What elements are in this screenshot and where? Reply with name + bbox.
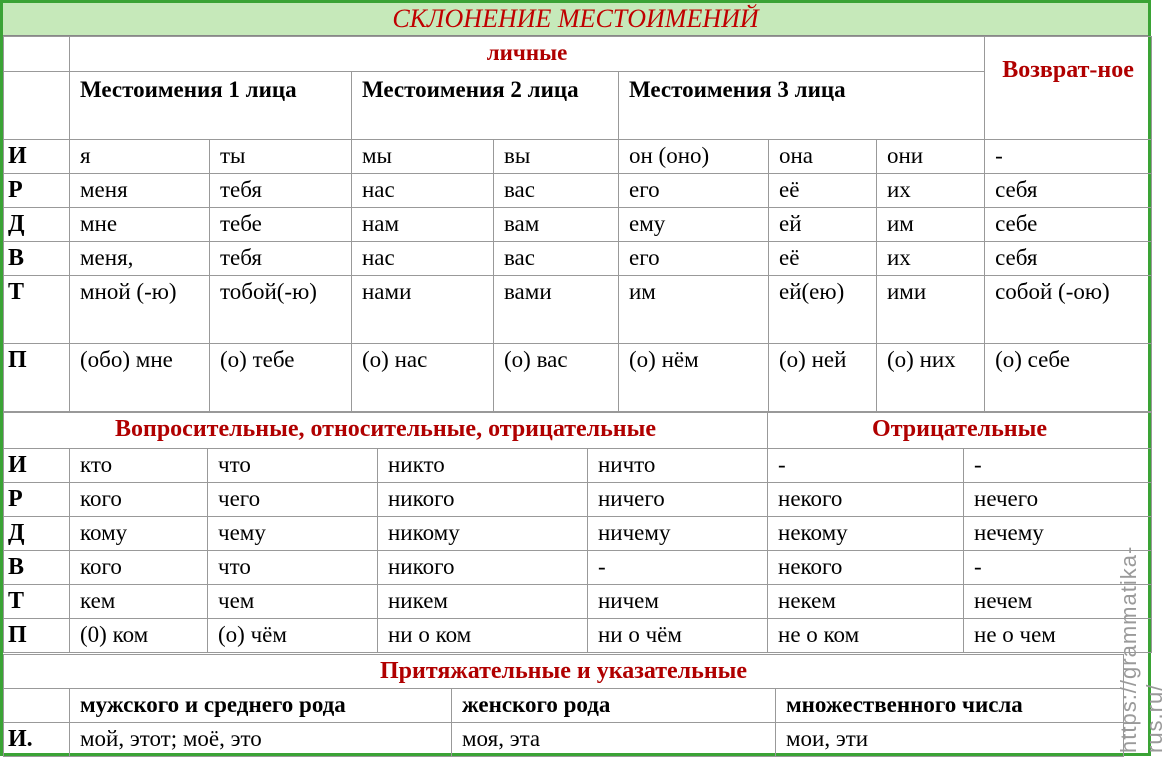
table-cell: никому [378,517,588,551]
table-row [4,174,1152,208]
table-cell: - [768,449,964,483]
table-cell: кто [70,449,208,483]
table-cell: ничему [588,517,768,551]
table-cell: ему [619,208,769,242]
table-row [4,551,1152,585]
table-cell: не о ком [768,619,964,653]
page-title: СКЛОНЕНИЕ МЕСТОИМЕНИЙ [3,3,1148,36]
table-cell: некого [768,551,964,585]
table-cell: чем [208,585,378,619]
table-cell: вам [494,208,619,242]
table-cell: нечем [964,585,1152,619]
masculine-neuter-header: мужского и среднего рода [70,689,452,723]
table-cell: нами [352,276,494,344]
case-label: Р [4,174,70,208]
table-row [4,483,1152,517]
table-cell: нас [352,242,494,276]
interrogative-pronouns-table [3,412,1152,653]
table-cell: нечего [964,483,1152,517]
table-cell: - [964,551,1152,585]
case-label: Т [4,276,70,344]
watermark-url: https://grammatika-rus.ru/ [1116,545,1167,753]
negative-header: Отрицательные [768,413,1152,449]
table-cell: себя [985,242,1152,276]
table-cell: мои, эти [776,723,1124,757]
table-cell: кого [70,483,208,517]
table-cell: нечему [964,517,1152,551]
table-cell: ни о ком [378,619,588,653]
table-cell: - [964,449,1152,483]
table-cell: (о) ней [769,344,877,412]
table-cell: (о) себе [985,344,1152,412]
table-cell: они [877,140,985,174]
table-cell: тобой(-ю) [210,276,352,344]
table-cell: себе [985,208,1152,242]
table-cell: тебе [210,208,352,242]
table-cell: некого [768,483,964,517]
table-cell: (0) ком [70,619,208,653]
table-cell: ими [877,276,985,344]
table-cell: вас [494,242,619,276]
case-label: В [4,242,70,276]
case-label: Д [4,517,70,551]
table-cell: (обо) мне [70,344,210,412]
table-cell: я [70,140,210,174]
table-row [4,449,1152,483]
personal-header: личные [70,37,985,72]
table-cell: их [877,174,985,208]
table-cell: (о) вас [494,344,619,412]
table-cell: вы [494,140,619,174]
table-cell: кому [70,517,208,551]
table-cell: чему [208,517,378,551]
possessive-pronouns-table [3,654,1124,757]
feminine-header: женского рода [452,689,776,723]
table-cell: кем [70,585,208,619]
case-label: В [4,551,70,585]
reflexive-header: Возврат-ное [985,37,1152,140]
case-label: П [4,619,70,653]
table-cell: тебя [210,242,352,276]
table-cell: ни о чём [588,619,768,653]
table-row [4,517,1152,551]
table-cell: собой (-ою) [985,276,1152,344]
table-cell: нам [352,208,494,242]
table-cell: (о) нём [619,344,769,412]
table-cell: не о чем [964,619,1152,653]
table-cell: его [619,174,769,208]
table-cell: (о) чём [208,619,378,653]
table-cell: её [769,242,877,276]
table-cell: никто [378,449,588,483]
table-cell: кого [70,551,208,585]
table-cell: ей(ею) [769,276,877,344]
case-label: И [4,449,70,483]
table-cell: им [877,208,985,242]
table-cell: его [619,242,769,276]
table-cell: мне [70,208,210,242]
table-row [4,585,1152,619]
table-cell: тебя [210,174,352,208]
case-label: Д [4,208,70,242]
table-cell: - [985,140,1152,174]
table-cell: некем [768,585,964,619]
table-cell: вас [494,174,619,208]
third-person-header: Местоимения 3 лица [619,72,985,140]
table-cell: никого [378,551,588,585]
table-cell: себя [985,174,1152,208]
table-row [4,276,1152,344]
table-cell: мой, этот; моё, это [70,723,452,757]
table-cell: её [769,174,877,208]
table-cell: ничем [588,585,768,619]
case-label: И. [4,723,70,757]
possessive-header: Притяжательные и указательные [4,655,1124,689]
table-cell: меня, [70,242,210,276]
table-cell: она [769,140,877,174]
table-cell: что [208,551,378,585]
interrogative-header: Вопросительные, относительные, отрицательные [4,413,768,449]
case-label: Т [4,585,70,619]
table-cell: мной (-ю) [70,276,210,344]
table-cell: меня [70,174,210,208]
table-cell: он (оно) [619,140,769,174]
table-cell: никого [378,483,588,517]
table-cell: некому [768,517,964,551]
personal-pronouns-table [3,36,1152,412]
table-cell: никем [378,585,588,619]
table-row [4,344,1152,412]
table-cell: ничего [588,483,768,517]
table-row [4,619,1152,653]
second-person-header: Местоимения 2 лица [352,72,619,140]
table-cell: (о) нас [352,344,494,412]
table-cell: ничто [588,449,768,483]
first-person-header: Местоимения 1 лица [70,72,352,140]
case-label: Р [4,483,70,517]
table-cell: нас [352,174,494,208]
table-row [4,208,1152,242]
table-cell: их [877,242,985,276]
table-cell: мы [352,140,494,174]
plural-header: множественного числа [776,689,1124,723]
table-cell: ей [769,208,877,242]
table-cell: - [588,551,768,585]
table-cell: (о) них [877,344,985,412]
table-row [4,242,1152,276]
table-cell: чего [208,483,378,517]
case-label: П [4,344,70,412]
table-cell: вами [494,276,619,344]
table-cell: (о) тебе [210,344,352,412]
table-cell: что [208,449,378,483]
case-label: И [4,140,70,174]
table-row [4,140,1152,174]
table-cell: ты [210,140,352,174]
table-cell: им [619,276,769,344]
table-cell: моя, эта [452,723,776,757]
